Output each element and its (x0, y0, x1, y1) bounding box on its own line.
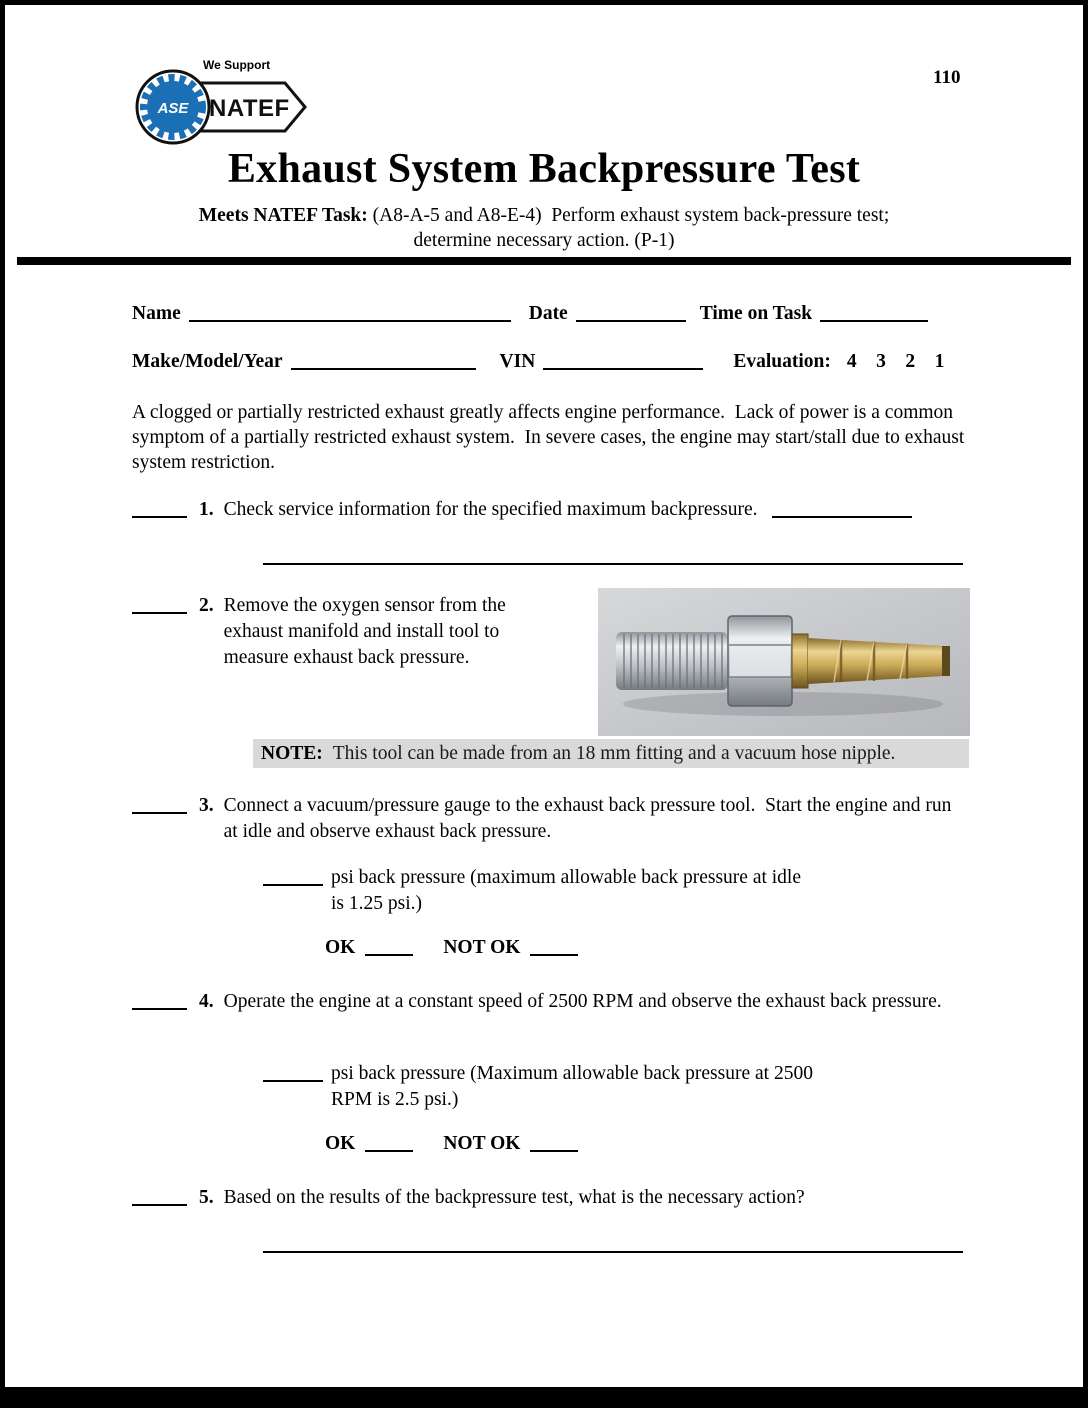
task-statement (5, 203, 1083, 253)
task-statement-line1 (5, 203, 1083, 228)
form-row-vehicle (132, 351, 967, 373)
step-4-grade-blank (132, 996, 187, 1010)
step-2 (132, 593, 536, 671)
rpm-psi-line2: RPM is 2.5 psi.) (331, 1089, 459, 1110)
step-5-answer-line (263, 1227, 963, 1253)
make-model-year-blank-line (291, 356, 476, 370)
make-model-year-label: Make/Model/Year (132, 351, 283, 372)
idle-ok-blank (365, 942, 413, 956)
natef-logo-graphic (133, 53, 311, 147)
step-5-number: 5. (199, 1187, 214, 1208)
logo-we-support-text: We Support (203, 58, 271, 72)
idle-psi-line1: psi back pressure (maximum allowable back pressure at idle (331, 867, 802, 888)
step-1-answer-line-2 (263, 539, 963, 565)
evaluation-label: Evaluation: (733, 351, 831, 372)
step-4-number: 4. (199, 991, 214, 1012)
step-4-text: Operate the engine at a constant speed of 2500 RPM and observe the exhaust back pressure. (223, 991, 942, 1012)
rpm-ok-label: OK (325, 1133, 356, 1154)
rpm-not-ok-label: NOT OK (443, 1133, 521, 1154)
rpm-psi-line1: psi back pressure (Maximum allowable back pressure at 2500 (331, 1063, 813, 1084)
date-label: Date (528, 303, 568, 324)
hose-barb (808, 638, 944, 684)
name-label: Name (132, 303, 181, 324)
evaluation-scale: 4 3 2 1 (846, 351, 945, 372)
natef-logo (133, 53, 311, 152)
page-title: Exhaust System Backpressure Test (227, 146, 861, 192)
idle-psi-line2: is 1.25 psi.) (331, 893, 423, 914)
step-4 (132, 989, 962, 1015)
vin-blank-line (543, 356, 703, 370)
form-row-identity (132, 303, 967, 325)
idle-psi-reading (263, 865, 801, 917)
step-3 (132, 793, 962, 845)
time-on-task-label: Time on Task (699, 303, 813, 324)
rpm-psi-blank (263, 1068, 323, 1082)
rpm-psi-reading (263, 1061, 813, 1113)
rpm-ok-blank (365, 1138, 413, 1152)
intro-paragraph: A clogged or partially restricted exhaust greatly affects engine performance. Lack of power is a common symptom of a partially restricted exhaust system. In severe cases, the engine may start/stall due to exhaust system restriction. (132, 402, 970, 473)
idle-result-row (325, 937, 578, 959)
hex-nut-facet (730, 645, 790, 677)
step-5-text: Based on the results of the backpressure test, what is the necessary action? (223, 1187, 805, 1208)
step-1-text: Check service information for the specified maximum backpressure. (223, 499, 758, 520)
idle-psi-text (331, 865, 801, 917)
idle-ok-label: OK (325, 937, 356, 958)
name-blank-line (189, 308, 511, 322)
step-1-answer-blank (772, 504, 912, 518)
note-label: NOTE: (261, 743, 323, 764)
brass-collar (792, 634, 808, 688)
rpm-psi-text (331, 1061, 813, 1113)
date-blank-line (576, 308, 686, 322)
step-5-grade-blank (132, 1192, 187, 1206)
backpressure-tool-illustration (598, 588, 970, 736)
vin-label: VIN (499, 351, 536, 372)
logo-ase-text: ASE (157, 100, 189, 117)
note-callout (253, 739, 969, 768)
time-on-task-blank-line (820, 308, 928, 322)
task-text: (A8-A-5 and A8-E-4) Perform exhaust system back-pressure test; (372, 205, 890, 226)
step-5 (132, 1185, 962, 1211)
note-text: This tool can be made from an 18 mm fitting and a vacuum hose nipple. (332, 743, 896, 764)
step-1-grade-blank (132, 504, 187, 518)
rpm-not-ok-blank (530, 1138, 578, 1152)
page-number: 110 (933, 67, 961, 88)
step-3-grade-blank (132, 800, 187, 814)
header-rule (17, 257, 1071, 265)
idle-not-ok-label: NOT OK (443, 937, 521, 958)
step-3-text: Connect a vacuum/pressure gauge to the exhaust back pressure tool. Start the engine and run at idle and observe exhaust back pressure. (223, 795, 957, 842)
barb-tip (942, 646, 950, 676)
task-statement-line2: determine necessary action. (P-1) (413, 230, 675, 251)
logo-natef-text: NATEF (209, 95, 290, 122)
thread-lines (624, 634, 722, 688)
step-2-number: 2. (199, 595, 214, 616)
backpressure-tool-photo (598, 588, 970, 741)
idle-not-ok-blank (530, 942, 578, 956)
step-1 (132, 497, 955, 523)
step-2-grade-blank (132, 600, 187, 614)
task-label: Meets NATEF Task: (198, 205, 368, 226)
rpm-result-row (325, 1133, 578, 1155)
idle-psi-blank (263, 872, 323, 886)
step-1-number: 1. (199, 499, 214, 520)
step-3-number: 3. (199, 795, 214, 816)
step-1-text-wrap (224, 497, 955, 523)
step-2-text: Remove the oxygen sensor from the exhaust manifold and install tool to measure exhaust back pressure. (223, 595, 511, 668)
